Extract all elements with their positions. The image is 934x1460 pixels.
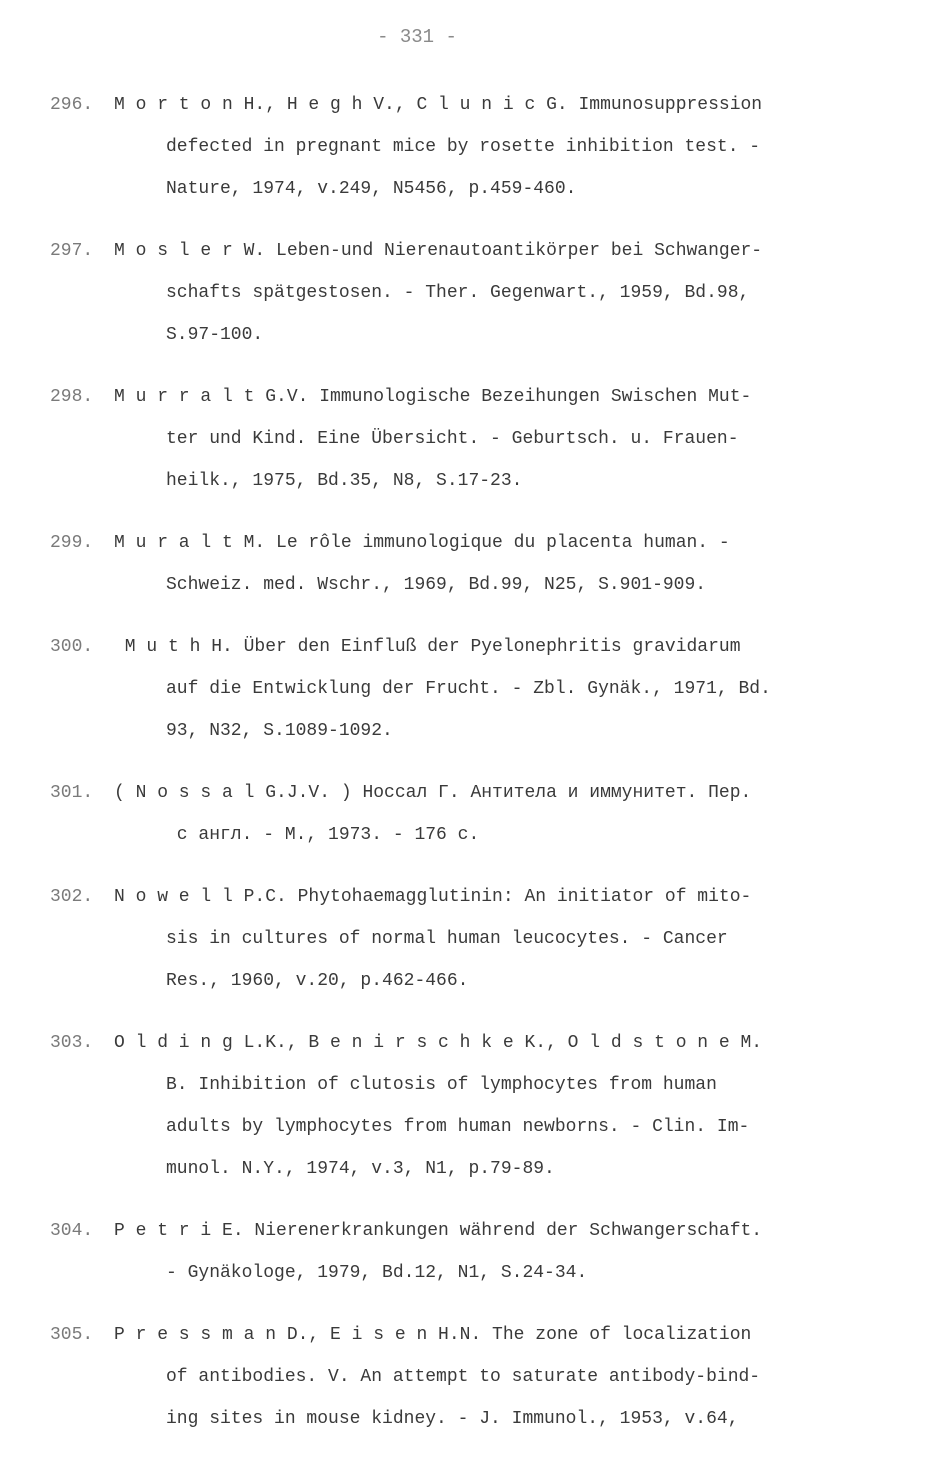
reference-list [50, 84, 900, 1460]
reference-line: M o r t o n H., H e g h V., C l u n i c G. Immunosuppression [114, 95, 763, 115]
reference-item [50, 376, 900, 502]
reference-line: adults by lymphocytes from human newborns. - Clin. Im- [166, 1117, 750, 1137]
reference-line: ter und Kind. Eine Übersicht. - Geburtsch. u. Frauen- [166, 429, 739, 449]
reference-line: Nature, 1974, v.249, N5456, p.459-460. [166, 179, 577, 199]
reference-item [50, 876, 900, 1002]
reference-line: Res., 1960, v.20, p.462-466. [166, 971, 469, 991]
reference-line: heilk., 1975, Bd.35, N8, S.17-23. [166, 471, 523, 491]
reference-item [50, 1314, 900, 1440]
reference-item [50, 1022, 900, 1190]
page-number: - 331 - [377, 26, 457, 48]
reference-line: auf die Entwicklung der Frucht. - Zbl. Gynäk., 1971, Bd. [166, 679, 771, 699]
reference-number: 303. [50, 1033, 94, 1053]
reference-number: 297. [50, 241, 94, 261]
reference-line: S.97-100. [166, 325, 264, 345]
reference-line: с англ. - М., 1973. - 176 с. [166, 825, 480, 845]
reference-number: 296. [50, 95, 94, 115]
reference-line: 93, N32, S.1089-1092. [166, 721, 393, 741]
reference-line: P e t r i E. Nierenerkrankungen während der Schwangerschaft. [114, 1221, 763, 1241]
reference-line: - Gynäkologe, 1979, Bd.12, N1, S.24-34. [166, 1263, 588, 1283]
reference-number: 300. [50, 637, 94, 657]
reference-item [50, 626, 900, 752]
reference-line: M u r a l t M. Le rôle immunologique du placenta human. - [114, 533, 730, 553]
reference-line: defected in pregnant mice by rosette inhibition test. - [166, 137, 761, 157]
reference-item [50, 84, 900, 210]
reference-number: 302. [50, 887, 94, 907]
reference-item [50, 522, 900, 606]
reference-item [50, 230, 900, 356]
reference-line: munol. N.Y., 1974, v.3, N1, p.79-89. [166, 1159, 555, 1179]
reference-number: 304. [50, 1221, 94, 1241]
reference-line: Schweiz. med. Wschr., 1969, Bd.99, N25, S.901-909. [166, 575, 707, 595]
reference-line: sis in cultures of normal human leucocytes. - Cancer [166, 929, 728, 949]
reference-number: 305. [50, 1325, 94, 1345]
reference-line: O l d i n g L.K., B e n i r s c h k e K., O l d s t o n e M. [114, 1033, 763, 1053]
reference-line: schafts spätgestosen. - Ther. Gegenwart., 1959, Bd.98, [166, 283, 750, 303]
reference-line: B. Inhibition of clutosis of lymphocytes from human [166, 1075, 717, 1095]
reference-line: ing sites in mouse kidney. - J. Immunol., 1953, v.64, [166, 1409, 739, 1429]
reference-line: M o s l e r W. Leben-und Nierenautoantikörper bei Schwanger- [114, 241, 763, 261]
reference-line: M u t h H. Über den Einfluß der Pyelonephritis gravidarum [114, 637, 741, 657]
reference-item [50, 1210, 900, 1294]
reference-number: 301. [50, 783, 94, 803]
reference-number: 299. [50, 533, 94, 553]
reference-line: ( N o s s a l G.J.V. ) Носсал Г. Антитела и иммунитет. Пер. [114, 783, 752, 803]
reference-line: of antibodies. V. An attempt to saturate antibody-bind- [166, 1367, 761, 1387]
reference-item [50, 772, 900, 856]
reference-number: 298. [50, 387, 94, 407]
reference-line: N o w e l l P.C. Phytohaemagglutinin: An initiator of mito- [114, 887, 752, 907]
reference-line: P r e s s m a n D., E i s e n H.N. The zone of localization [114, 1325, 752, 1345]
reference-line: M u r r a l t G.V. Immunologische Bezeihungen Swischen Mut- [114, 387, 752, 407]
